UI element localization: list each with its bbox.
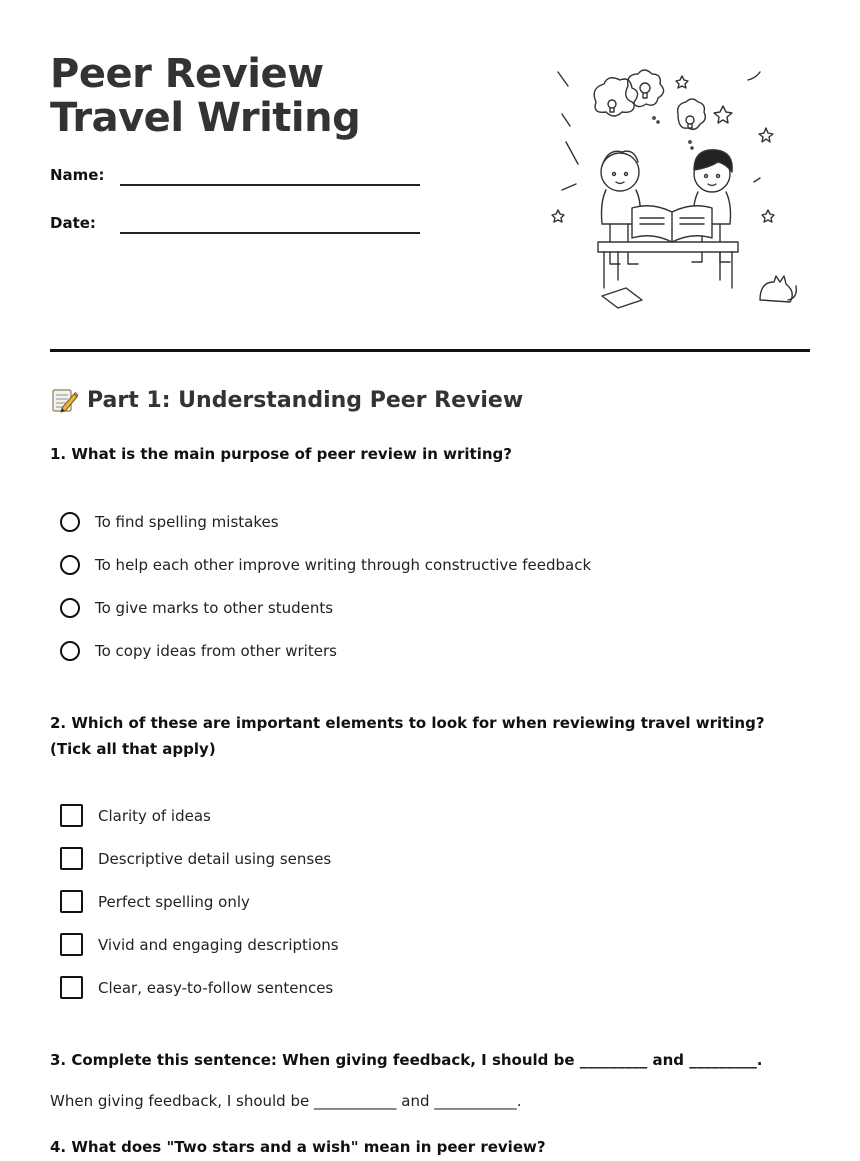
q1-option[interactable] [60, 586, 591, 629]
checkbox[interactable] [60, 890, 83, 913]
radio-button[interactable] [60, 641, 80, 661]
q2-option-label: Clarity of ideas [98, 806, 211, 825]
checkbox[interactable] [60, 847, 83, 870]
date-field[interactable] [50, 214, 470, 262]
name-label: Name: [50, 166, 105, 184]
radio-button[interactable] [60, 512, 80, 532]
question-4: 4. What does "Two stars and a wish" mean in peer review? [50, 1138, 546, 1156]
question-2: 2. Which of these are important elements to look for when reviewing travel writing? (Tick all that apply) [50, 714, 765, 758]
checkbox[interactable] [60, 804, 83, 827]
q2-option-label: Perfect spelling only [98, 892, 250, 911]
lightbulb-thought-bubbles [594, 70, 705, 149]
part1-title: Part 1: Understanding Peer Review [87, 387, 524, 413]
q2-option[interactable] [60, 966, 339, 1009]
q1-option[interactable] [60, 500, 591, 543]
q2-option[interactable] [60, 794, 339, 837]
memo-pencil-icon [50, 386, 78, 414]
q1-option[interactable] [60, 629, 591, 672]
worksheet-header [50, 52, 470, 262]
q1-option-label: To give marks to other students [95, 598, 334, 617]
q2-option-label: Clear, easy-to-follow sentences [98, 978, 334, 997]
part1-heading [50, 386, 523, 414]
name-line[interactable] [120, 184, 420, 186]
question-2-options [60, 794, 339, 1009]
q2-option[interactable] [60, 837, 339, 880]
header-divider [50, 349, 810, 352]
q2-option-label: Vivid and engaging descriptions [98, 935, 339, 954]
children-reading-book-illustration [548, 64, 800, 316]
question-1-options [60, 500, 591, 672]
checkbox[interactable] [60, 933, 83, 956]
q1-option[interactable] [60, 543, 591, 586]
q2-option-label: Descriptive detail using senses [98, 849, 332, 868]
name-field[interactable] [50, 166, 470, 214]
q2-option[interactable] [60, 880, 339, 923]
q1-option-label: To find spelling mistakes [95, 512, 279, 531]
checkbox[interactable] [60, 976, 83, 999]
date-line[interactable] [120, 232, 420, 234]
question-1: 1. What is the main purpose of peer review in writing? [50, 445, 512, 463]
paper-sheet-doodle [602, 288, 642, 308]
open-book [632, 206, 712, 242]
q1-option-label: To help each other improve writing through constructive feedback [95, 555, 592, 574]
radio-button[interactable] [60, 555, 80, 575]
q1-option-label: To copy ideas from other writers [95, 641, 337, 660]
table [598, 242, 738, 288]
page-title: Peer Review Travel Writing [50, 51, 361, 141]
q2-option[interactable] [60, 923, 339, 966]
date-label: Date: [50, 214, 96, 232]
student-info-fields [50, 166, 470, 262]
fill-in-sentence[interactable]: When giving feedback, I should be ___________ and ___________. [50, 1092, 522, 1110]
question-3: 3. Complete this sentence: When giving feedback, I should be _________ and _________. [50, 1051, 763, 1069]
radio-button[interactable] [60, 598, 80, 618]
cat-doodle [760, 276, 796, 302]
